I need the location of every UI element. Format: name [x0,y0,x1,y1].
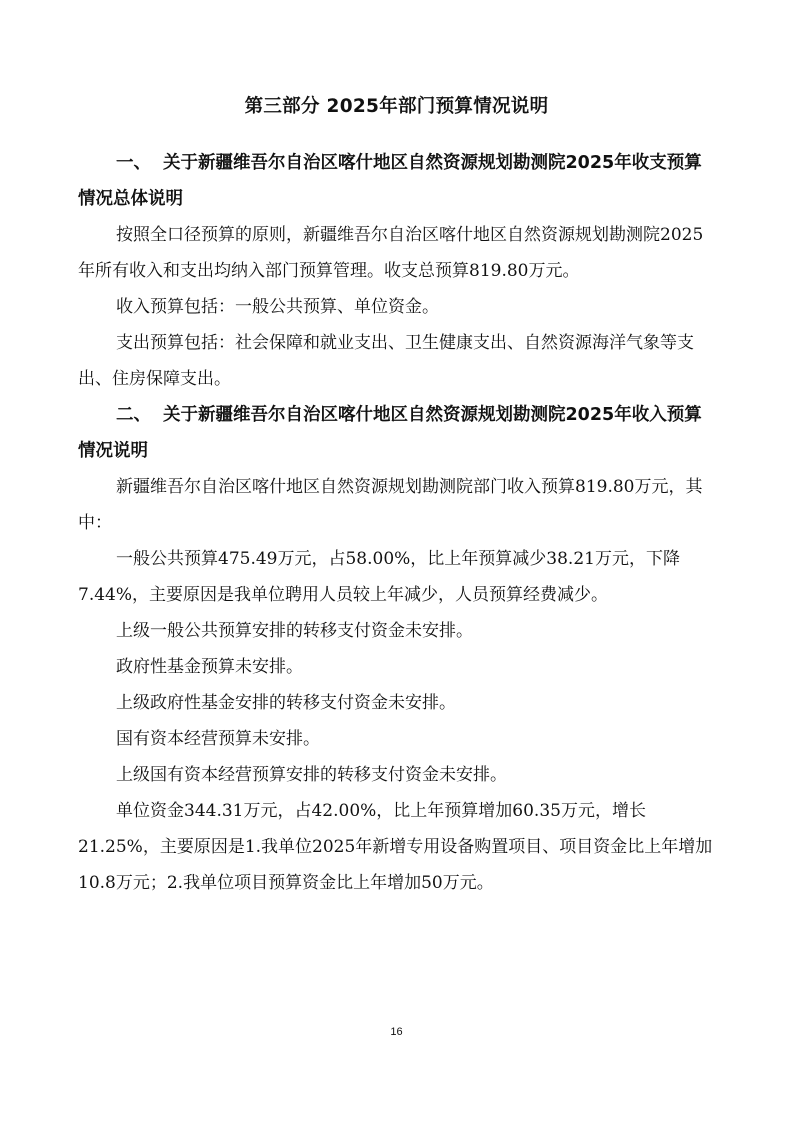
section-2-paragraph-1: 新疆维吾尔自治区喀什地区自然资源规划勘测院部门收入预算819.80万元，其中： [78,477,703,533]
section-1-heading [78,145,718,217]
section-1-number: 一、 [116,153,151,173]
page-title: 第三部分 2025年部门预算情况说明 [244,96,549,117]
section-1-paragraph-3: 支出预算包括：社会保障和就业支出、卫生健康支出、自然资源海洋气象等支出、住房保障支出。 [78,333,694,389]
section-2-paragraph-5: 上级政府性基金安排的转移支付资金未安排。 [116,693,456,713]
section-2-paragraph-4: 政府性基金预算未安排。 [116,657,303,677]
section-2-paragraph-6: 国有资本经营预算未安排。 [116,729,320,749]
section-2-heading-text: 关于新疆维吾尔自治区喀什地区自然资源规划勘测院2025年收入预算情况说明 [78,405,702,461]
section-2-paragraph-7: 上级国有资本经营预算安排的转移支付资金未安排。 [116,765,507,785]
section-2-number: 二、 [116,405,151,425]
section-1-paragraph-2: 收入预算包括：一般公共预算、单位资金。 [116,297,439,317]
page-number: 16 [390,1026,403,1038]
section-2-paragraph-3: 上级一般公共预算安排的转移支付资金未安排。 [116,621,473,641]
section-1-paragraph-1: 按照全口径预算的原则，新疆维吾尔自治区喀什地区自然资源规划勘测院2025年所有收入和支出均纳入部门预算管理。收支总预算819.80万元。 [78,225,704,281]
section-2-paragraph-2: 一般公共预算475.49万元，占58.00%，比上年预算减少38.21万元，下降7.44%，主要原因是我单位聘用人员较上年减少，人员预算经费减少。 [78,549,680,605]
section-2-heading [78,397,718,469]
section-2-paragraph-8: 单位资金344.31万元，占42.00%，比上年预算增加60.35万元，增长21.25%，主要原因是1.我单位2025年新增专用设备购置项目、项目资金比上年增加10.8万元；2.我单位项目预算资金比上年增加50万元。 [78,801,713,893]
section-1-heading-text: 关于新疆维吾尔自治区喀什地区自然资源规划勘测院2025年收支预算情况总体说明 [78,153,702,209]
document-body [78,145,718,901]
